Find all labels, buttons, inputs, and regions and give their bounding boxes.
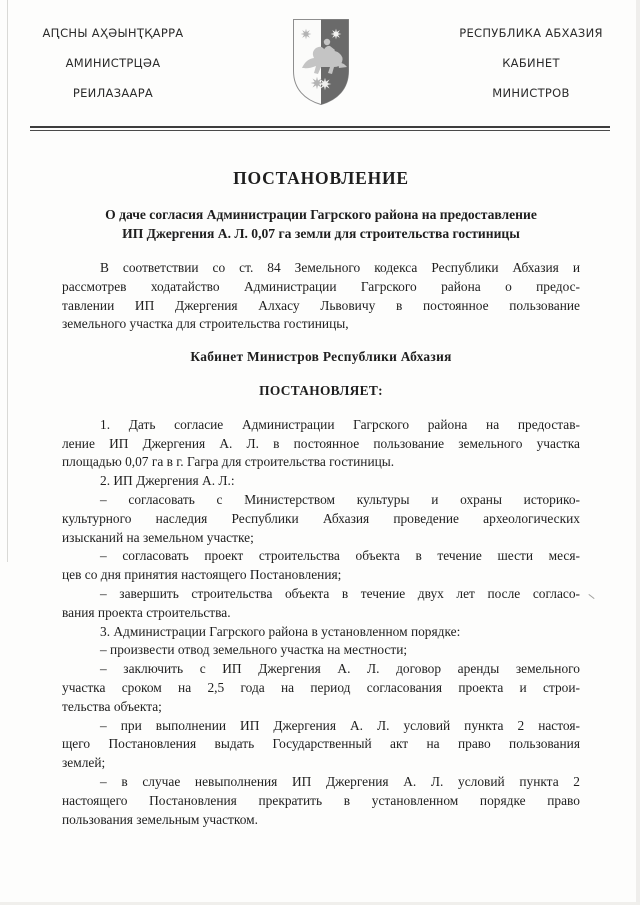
letterhead-left-line: АԤСНЫ АҲӘЫНҬҚАРРА (42, 26, 184, 40)
body-line: – завершить строительства объекта в течение двух лет после согласо- (100, 585, 580, 601)
body-line: тельства объекта; (62, 698, 162, 714)
body-line: – согласовать проект строительства объекта в течение шести меся- (100, 548, 580, 564)
document-title: ПОСТАНОВЛЕНИЕ (233, 168, 409, 188)
body-line: – при выполнении ИП Джергения А. Л. условий пункта 2 настоя- (100, 717, 580, 733)
document-subject (62, 205, 580, 243)
body-line: землей; (62, 755, 106, 771)
letterhead-right-line: РЕСПУБЛИКА АБХАЗИЯ (459, 26, 603, 40)
scan-edge-band (636, 0, 640, 905)
body-line: – согласовать с Министерством культуры и охраны историко- (100, 491, 580, 507)
centered-heading: ПОСТАНОВЛЯЕТ: (259, 382, 383, 398)
body-line: В соответствии со ст. 84 Земельного кодекса Республики Абхазия и (100, 260, 580, 275)
document-content (62, 168, 580, 829)
body-line: изысканий на земельном участке; (62, 529, 254, 545)
body-line: рассмотрев ходатайство Администрации Гагрского района о предос- (62, 278, 580, 294)
body-line: – в случае невыполнения ИП Джергения А. Л. условий пункта 2 (100, 773, 580, 789)
body-line: цев со дня принятия настоящего Постановления; (62, 567, 342, 583)
letterhead-right-line: МИНИСТРОВ (492, 86, 570, 100)
letterhead-left-line: АМИНИСТРЦӘА (65, 56, 161, 70)
body-line: настоящего Постановления прекратить в установленном порядке право (62, 792, 580, 808)
body-line: щего Постановления выдать Государственный акт на право пользования (62, 736, 580, 752)
scan-edge-line (7, 0, 8, 562)
letterhead-right-line: КАБИНЕТ (502, 56, 560, 70)
letterhead-right (436, 18, 626, 108)
body-line: 1. Дать согласие Администрации Гагрского района на предостав- (100, 416, 580, 432)
subject-line: О даче согласия Администрации Гагрского района на предоставление (105, 207, 537, 222)
letterhead-left-line: РЕИЛАЗААРА (72, 86, 154, 100)
letterhead-divider (30, 126, 610, 131)
document-body (62, 259, 580, 829)
body-line: ление ИП Джергения А. Л. в постоянное пользование земельного участка (62, 435, 580, 451)
body-line: площадью 0,07 га в г. Гагра для строительства гостиницы. (62, 454, 395, 470)
body-line: участка сроком на 2,5 года на период согласования проекта и строи- (62, 679, 580, 695)
abkhazia-emblem-icon (292, 18, 350, 106)
body-line: тавлении ИП Джергения Алхасу Львовичу в постоянное пользование (62, 297, 580, 313)
body-line: вания проекта строительства. (62, 604, 231, 620)
body-line: 2. ИП Джергения А. Л.: (100, 473, 235, 489)
body-line: культурного наследия Республики Абхазия проведение археологических (62, 510, 580, 526)
centered-heading: Кабинет Министров Республики Абхазия (190, 349, 452, 365)
body-line: 3. Администрации Гагрского района в установленном порядке: (100, 623, 461, 639)
body-line: – произвести отвод земельного участка на местности; (100, 642, 408, 658)
letterhead-left (18, 18, 208, 108)
body-line: земельного участка для строительства гостиницы, (62, 316, 349, 332)
subject-line: ИП Джергения А. Л. 0,07 га земли для строительства гостиницы (122, 226, 520, 241)
body-line: – заключить с ИП Джергения А. Л. договор аренды земельного (100, 661, 580, 677)
body-line: пользования земельным участком. (62, 811, 258, 827)
scan-speck (588, 594, 594, 599)
